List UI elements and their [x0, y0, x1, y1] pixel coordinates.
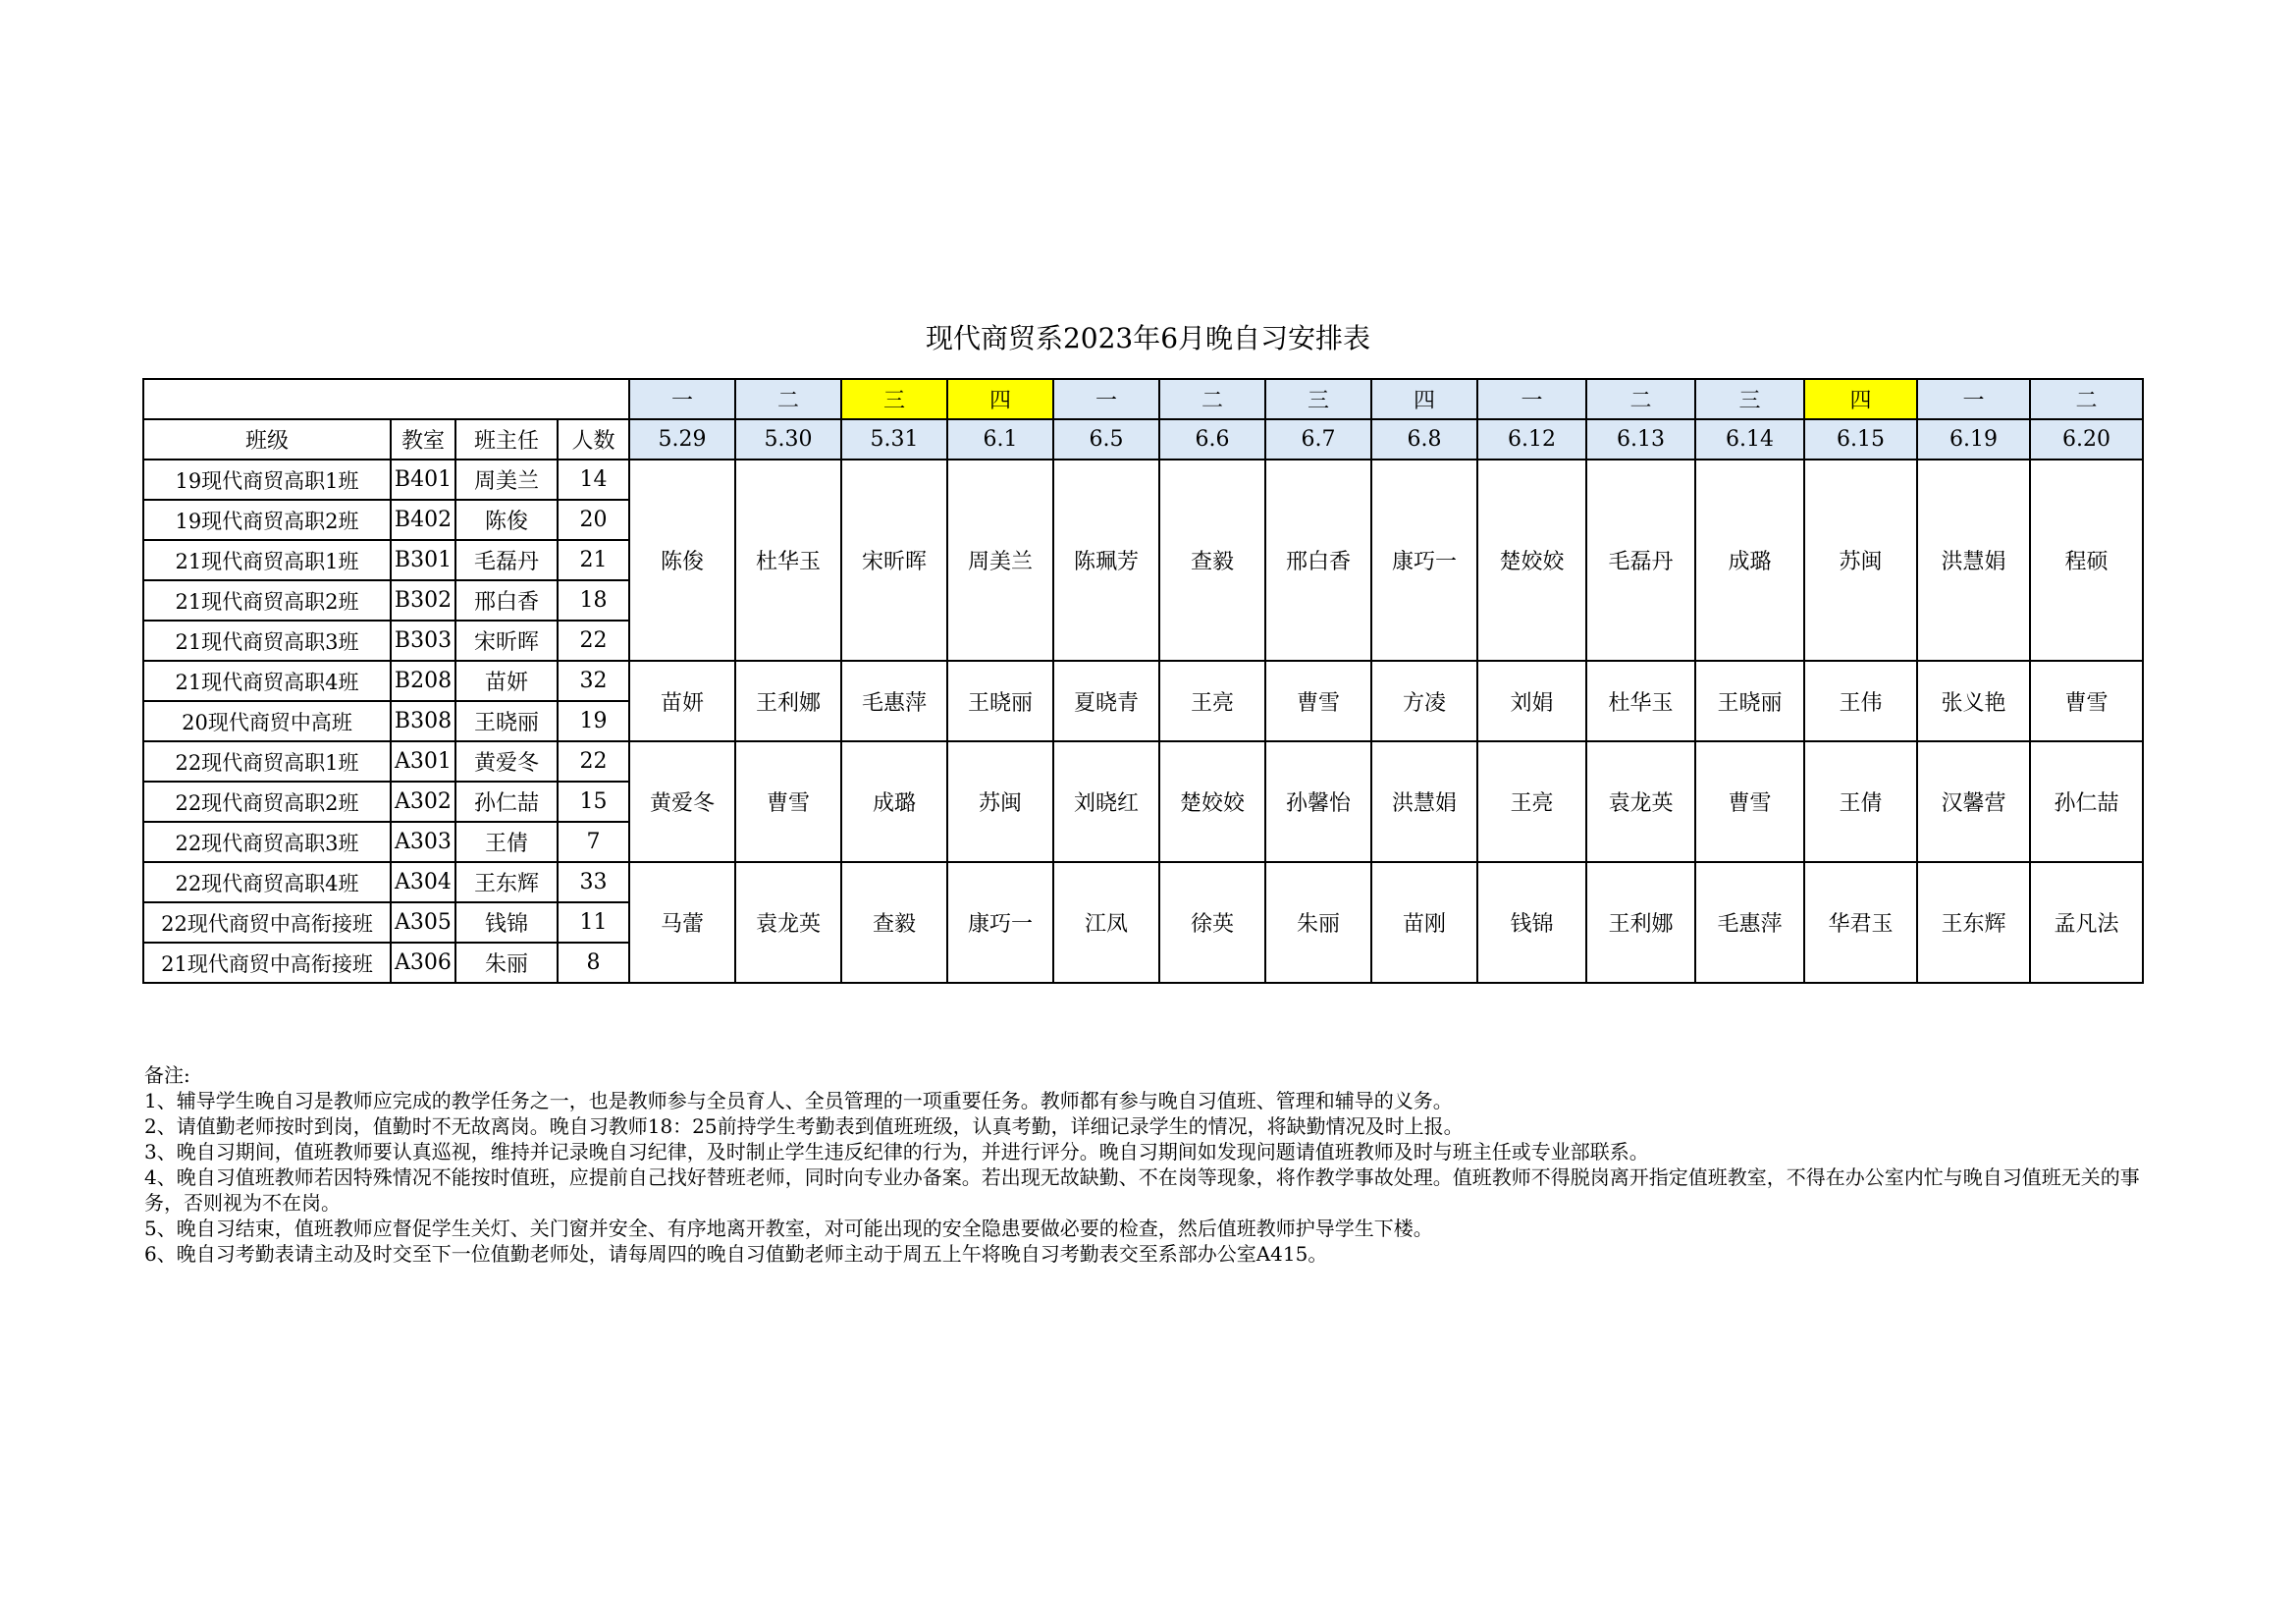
class-name-cell: 21现代商贸高职3班 [143, 621, 391, 661]
student-count-cell: 15 [558, 782, 629, 822]
duty-teacher-cell: 查毅 [1159, 460, 1265, 661]
schedule-table [142, 378, 2144, 984]
note-item: 3、晚自习期间，值班教师要认真巡视，维持并记录晚自习纪律，及时制止学生违反纪律的行为，并进行评分。晚自习期间如发现问题请值班教师及时与班主任或专业部联系。 [144, 1140, 1649, 1164]
weekday-cell-highlighted: 四 [1804, 379, 1917, 419]
notes-section [144, 1062, 2166, 1267]
weekday-cell: 二 [2030, 379, 2143, 419]
head-teacher-cell: 邢白香 [455, 580, 558, 621]
class-name-cell: 20现代商贸中高班 [143, 701, 391, 741]
duty-teacher-cell: 苏闽 [947, 741, 1053, 862]
duty-teacher-cell: 马蕾 [629, 862, 735, 983]
duty-teacher-cell: 程硕 [2030, 460, 2143, 661]
note-item: 1、辅导学生晚自习是教师应完成的教学任务之一，也是教师参与全员育人、全员管理的一项重要任务。教师都有参与晚自习值班、管理和辅导的义务。 [144, 1089, 1453, 1112]
head-teacher-cell: 孙仁喆 [455, 782, 558, 822]
duty-teacher-cell: 曹雪 [1695, 741, 1804, 862]
duty-teacher-cell: 康巧一 [1371, 460, 1477, 661]
class-name-cell: 19现代商贸高职2班 [143, 500, 391, 540]
head-teacher-cell: 黄爱冬 [455, 741, 558, 782]
room-cell: B308 [391, 701, 455, 741]
table-row [143, 862, 2143, 902]
duty-teacher-cell: 成璐 [1695, 460, 1804, 661]
note-item: 6、晚自习考勤表请主动及时交至下一位值勤老师处，请每周四的晚自习值勤老师主动于周五上午将晚自习考勤表交至系部办公室A415。 [144, 1242, 1328, 1266]
student-count-cell: 33 [558, 862, 629, 902]
duty-teacher-cell: 刘晓红 [1053, 741, 1159, 862]
student-count-cell: 22 [558, 621, 629, 661]
duty-teacher-cell: 朱丽 [1265, 862, 1371, 983]
duty-teacher-cell: 张义艳 [1917, 661, 2030, 741]
room-cell: B302 [391, 580, 455, 621]
class-name-cell: 22现代商贸高职3班 [143, 822, 391, 862]
weekday-cell: 三 [1265, 379, 1371, 419]
duty-teacher-cell: 杜华玉 [735, 460, 841, 661]
duty-teacher-cell: 汉馨营 [1917, 741, 2030, 862]
weekday-cell: 一 [1917, 379, 2030, 419]
count-column-header: 人数 [558, 419, 629, 460]
duty-teacher-cell: 毛惠萍 [841, 661, 947, 741]
weekday-cell-highlighted: 四 [947, 379, 1053, 419]
student-count-cell: 14 [558, 460, 629, 500]
duty-teacher-cell: 黄爱冬 [629, 741, 735, 862]
header-blank-cell [143, 379, 629, 419]
date-cell: 5.31 [841, 419, 947, 460]
duty-teacher-cell: 杜华玉 [1586, 661, 1695, 741]
date-cell: 6.19 [1917, 419, 2030, 460]
date-cell: 6.14 [1695, 419, 1804, 460]
duty-teacher-cell: 江凤 [1053, 862, 1159, 983]
duty-teacher-cell: 康巧一 [947, 862, 1053, 983]
duty-teacher-cell: 苏闽 [1804, 460, 1917, 661]
duty-teacher-cell: 方凌 [1371, 661, 1477, 741]
duty-teacher-cell: 王东辉 [1917, 862, 2030, 983]
head-teacher-cell: 毛磊丹 [455, 540, 558, 580]
weekday-cell: 四 [1371, 379, 1477, 419]
duty-teacher-cell: 曹雪 [2030, 661, 2143, 741]
head-teacher-cell: 王东辉 [455, 862, 558, 902]
head-teacher-cell: 朱丽 [455, 943, 558, 983]
weekday-cell: 三 [1695, 379, 1804, 419]
duty-teacher-cell: 王晓丽 [947, 661, 1053, 741]
class-name-cell: 22现代商贸高职1班 [143, 741, 391, 782]
duty-teacher-cell: 孙馨怡 [1265, 741, 1371, 862]
weekday-cell: 二 [735, 379, 841, 419]
room-cell: A304 [391, 862, 455, 902]
student-count-cell: 32 [558, 661, 629, 701]
duty-teacher-cell: 邢白香 [1265, 460, 1371, 661]
room-cell: A306 [391, 943, 455, 983]
duty-teacher-cell: 刘娟 [1477, 661, 1586, 741]
duty-teacher-cell: 孙仁喆 [2030, 741, 2143, 862]
room-cell: B303 [391, 621, 455, 661]
duty-teacher-cell: 曹雪 [1265, 661, 1371, 741]
date-cell: 6.5 [1053, 419, 1159, 460]
duty-teacher-cell: 袁龙英 [735, 862, 841, 983]
class-name-cell: 21现代商贸高职1班 [143, 540, 391, 580]
student-count-cell: 22 [558, 741, 629, 782]
head-teacher-cell: 苗妍 [455, 661, 558, 701]
duty-teacher-cell: 成璐 [841, 741, 947, 862]
duty-teacher-cell: 王利娜 [1586, 862, 1695, 983]
duty-teacher-cell: 陈俊 [629, 460, 735, 661]
head-teacher-cell: 钱锦 [455, 902, 558, 943]
note-item: 2、请值勤老师按时到岗，值勤时不无故离岗。晚自习教师18：25前持学生考勤表到值班班级，认真考勤，详细记录学生的情况，将缺勤情况及时上报。 [144, 1114, 1464, 1138]
duty-teacher-cell: 华君玉 [1804, 862, 1917, 983]
class-name-cell: 21现代商贸中高衔接班 [143, 943, 391, 983]
date-cell: 5.29 [629, 419, 735, 460]
duty-teacher-cell: 袁龙英 [1586, 741, 1695, 862]
room-cell: B208 [391, 661, 455, 701]
class-name-cell: 19现代商贸高职1班 [143, 460, 391, 500]
room-cell: B401 [391, 460, 455, 500]
class-name-cell: 21现代商贸高职2班 [143, 580, 391, 621]
class-name-cell: 22现代商贸高职4班 [143, 862, 391, 902]
weekday-cell: 一 [1477, 379, 1586, 419]
room-cell: A303 [391, 822, 455, 862]
date-cell: 6.1 [947, 419, 1053, 460]
date-cell: 6.8 [1371, 419, 1477, 460]
table-row [143, 661, 2143, 701]
student-count-cell: 18 [558, 580, 629, 621]
duty-teacher-cell: 王伟 [1804, 661, 1917, 741]
duty-teacher-cell: 王亮 [1477, 741, 1586, 862]
head-teacher-cell: 王晓丽 [455, 701, 558, 741]
weekday-cell: 二 [1159, 379, 1265, 419]
duty-teacher-cell: 苗刚 [1371, 862, 1477, 983]
duty-teacher-cell: 徐英 [1159, 862, 1265, 983]
duty-teacher-cell: 曹雪 [735, 741, 841, 862]
duty-teacher-cell: 楚姣姣 [1477, 460, 1586, 661]
duty-teacher-cell: 毛惠萍 [1695, 862, 1804, 983]
teacher-column-header: 班主任 [455, 419, 558, 460]
duty-teacher-cell: 毛磊丹 [1586, 460, 1695, 661]
head-teacher-cell: 周美兰 [455, 460, 558, 500]
head-teacher-cell: 王倩 [455, 822, 558, 862]
date-cell: 6.13 [1586, 419, 1695, 460]
student-count-cell: 20 [558, 500, 629, 540]
student-count-cell: 11 [558, 902, 629, 943]
date-cell: 6.12 [1477, 419, 1586, 460]
duty-teacher-cell: 夏晓青 [1053, 661, 1159, 741]
room-cell: B402 [391, 500, 455, 540]
weekday-row [143, 379, 2143, 419]
duty-teacher-cell: 王倩 [1804, 741, 1917, 862]
duty-teacher-cell: 查毅 [841, 862, 947, 983]
weekday-cell: 一 [1053, 379, 1159, 419]
duty-teacher-cell: 周美兰 [947, 460, 1053, 661]
date-cell: 6.15 [1804, 419, 1917, 460]
duty-teacher-cell: 苗妍 [629, 661, 735, 741]
column-header-row [143, 419, 2143, 460]
room-cell: B301 [391, 540, 455, 580]
room-cell: A302 [391, 782, 455, 822]
table-row [143, 741, 2143, 782]
class-name-cell: 22现代商贸高职2班 [143, 782, 391, 822]
student-count-cell: 7 [558, 822, 629, 862]
duty-teacher-cell: 王亮 [1159, 661, 1265, 741]
table-row [143, 460, 2143, 500]
duty-teacher-cell: 陈珮芳 [1053, 460, 1159, 661]
date-cell: 5.30 [735, 419, 841, 460]
room-cell: A301 [391, 741, 455, 782]
duty-teacher-cell: 王利娜 [735, 661, 841, 741]
weekday-cell: 一 [629, 379, 735, 419]
duty-teacher-cell: 孟凡法 [2030, 862, 2143, 983]
room-cell: A305 [391, 902, 455, 943]
student-count-cell: 8 [558, 943, 629, 983]
student-count-cell: 19 [558, 701, 629, 741]
duty-teacher-cell: 钱锦 [1477, 862, 1586, 983]
duty-teacher-cell: 宋昕晖 [841, 460, 947, 661]
student-count-cell: 21 [558, 540, 629, 580]
head-teacher-cell: 宋昕晖 [455, 621, 558, 661]
class-column-header: 班级 [143, 419, 391, 460]
weekday-cell-highlighted: 三 [841, 379, 947, 419]
date-cell: 6.7 [1265, 419, 1371, 460]
head-teacher-cell: 陈俊 [455, 500, 558, 540]
date-cell: 6.20 [2030, 419, 2143, 460]
notes-heading: 备注: [144, 1063, 190, 1087]
note-item: 5、晚自习结束，值班教师应督促学生关灯、关门窗并安全、有序地离开教室，对可能出现的安全隐患要做必要的检查，然后值班教师护导学生下楼。 [144, 1217, 1433, 1240]
duty-teacher-cell: 楚姣姣 [1159, 741, 1265, 862]
date-cell: 6.6 [1159, 419, 1265, 460]
duty-teacher-cell: 洪慧娟 [1371, 741, 1477, 862]
class-name-cell: 22现代商贸中高衔接班 [143, 902, 391, 943]
weekday-cell: 二 [1586, 379, 1695, 419]
room-column-header: 教室 [391, 419, 455, 460]
duty-teacher-cell: 王晓丽 [1695, 661, 1804, 741]
class-name-cell: 21现代商贸高职4班 [143, 661, 391, 701]
duty-teacher-cell: 洪慧娟 [1917, 460, 2030, 661]
page-title: 现代商贸系2023年6月晚自习安排表 [925, 322, 1371, 354]
note-item: 4、晚自习值班教师若因特殊情况不能按时值班，应提前自己找好替班老师，同时向专业办备案。若出现无故缺勤、不在岗等现象，将作教学事故处理。值班教师不得脱岗离开指定值班教室，不得在办公室内忙与晚自习值班无关的事务，否则视为不在岗。 [144, 1165, 2140, 1215]
